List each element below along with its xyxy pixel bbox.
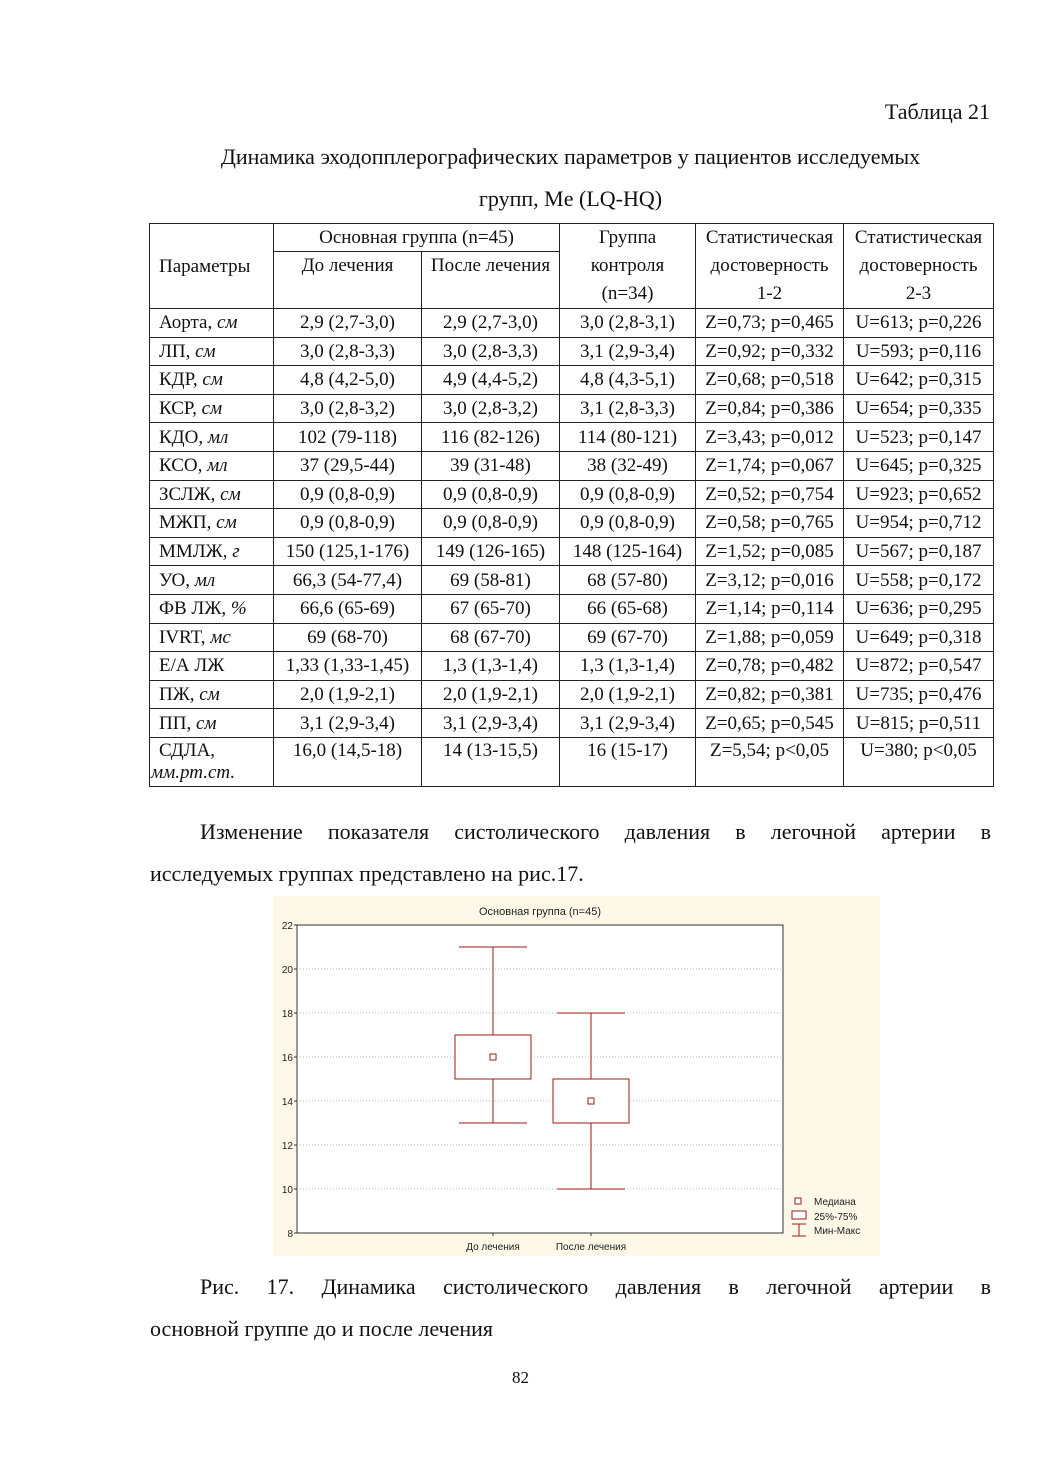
param-name: КДР, (159, 369, 203, 391)
table-row (150, 709, 994, 738)
cell-stat12: Z=0,52; p=0,754 (696, 480, 844, 509)
cell-stat12: Z=0,68; p=0,518 (696, 366, 844, 395)
cell-stat23: U=735; p=0,476 (844, 680, 994, 709)
param-cell (150, 366, 274, 395)
y-tick-label: 18 (281, 1009, 293, 1020)
table-row (150, 537, 994, 566)
cell-control: 0,9 (0,8-0,9) (560, 480, 696, 509)
param-cell (150, 423, 274, 452)
param-unit: см (216, 512, 237, 534)
header-params: Параметры (150, 224, 274, 309)
cell-stat23: U=872; p=0,547 (844, 652, 994, 681)
echo-parameters-table (149, 223, 994, 787)
cell-stat12: Z=5,54; p<0,05 (696, 737, 844, 786)
param-name: ПЖ, (159, 684, 200, 706)
y-tick-label: 22 (281, 921, 293, 932)
cell-stat23: U=954; p=0,712 (844, 509, 994, 538)
cell-stat12: Z=3,12; p=0,016 (696, 566, 844, 595)
cell-after: 3,0 (2,8-3,2) (422, 394, 560, 423)
table-row (150, 594, 994, 623)
param-name: СДЛА, (159, 739, 216, 761)
header-stat23-line3: 2-3 (905, 283, 932, 304)
param-name: ЛП, (159, 340, 196, 362)
boxplot-chart (273, 896, 880, 1256)
param-name: КДО, (159, 426, 208, 448)
y-tick-label: 14 (281, 1097, 293, 1108)
param-unit: мл (207, 426, 229, 448)
cell-stat23: U=593; p=0,116 (844, 337, 994, 366)
cell-stat12: Z=0,73; p=0,465 (696, 309, 844, 338)
cell-stat23: U=654; p=0,335 (844, 394, 994, 423)
cell-stat12: Z=1,52; p=0,085 (696, 537, 844, 566)
cell-before: 0,9 (0,8-0,9) (274, 480, 422, 509)
param-unit: см (199, 684, 220, 706)
param-cell (150, 451, 274, 480)
cell-after: 14 (13-15,5) (422, 737, 560, 786)
cell-before: 37 (29,5-44) (274, 451, 422, 480)
cell-stat23: U=815; p=0,511 (844, 709, 994, 738)
cell-before: 2,9 (2,7-3,0) (274, 309, 422, 338)
cell-stat12: Z=0,92; p=0,332 (696, 337, 844, 366)
cell-before: 4,8 (4,2-5,0) (274, 366, 422, 395)
cell-stat12: Z=3,43; p=0,012 (696, 423, 844, 452)
cell-before: 2,0 (1,9-2,1) (274, 680, 422, 709)
header-stat12-line1: Статистическая (705, 227, 834, 248)
param-name: ФВ ЛЖ, (159, 598, 231, 620)
param-name: ЗСЛЖ, (159, 483, 221, 505)
table-row (150, 680, 994, 709)
cell-control: 3,1 (2,9-3,4) (560, 709, 696, 738)
param-name: ММЛЖ, (159, 541, 233, 563)
median-marker (588, 1098, 594, 1104)
table-row (150, 509, 994, 538)
param-cell (150, 566, 274, 595)
cell-after: 0,9 (0,8-0,9) (422, 480, 560, 509)
cell-stat12: Z=0,65; p=0,545 (696, 709, 844, 738)
param-cell (150, 537, 274, 566)
table-row (150, 423, 994, 452)
header-main-group: Основная группа (n=45) (274, 224, 560, 252)
x-tick-label: После лечения (555, 1242, 627, 1253)
header-stat-2-3 (844, 224, 994, 309)
cell-before: 3,0 (2,8-3,2) (274, 394, 422, 423)
header-stat12-line2: достоверность (710, 255, 829, 276)
table-row (150, 309, 994, 338)
y-tick-label: 8 (287, 1229, 293, 1240)
param-unit: % (230, 598, 247, 620)
chart-title: Основная группа (n=45) (479, 906, 601, 918)
cell-control: 2,0 (1,9-2,1) (560, 680, 696, 709)
y-tick-label: 10 (281, 1185, 293, 1196)
cell-stat23: U=649; p=0,318 (844, 623, 994, 652)
cell-control: 0,9 (0,8-0,9) (560, 509, 696, 538)
cell-after: 68 (67-70) (422, 623, 560, 652)
table-row (150, 652, 994, 681)
legend-label: Мин-Макс (814, 1226, 861, 1237)
table-row (150, 737, 994, 786)
param-cell (150, 623, 274, 652)
body-paragraph-line1: Изменение показателя систолического давления в легочной артерии в (200, 819, 991, 844)
page-number: 82 (512, 1368, 529, 1387)
cell-before: 16,0 (14,5-18) (274, 737, 422, 786)
table-label: Таблица 21 (884, 99, 990, 124)
param-cell (150, 394, 274, 423)
table-row (150, 366, 994, 395)
table-row (150, 566, 994, 595)
cell-stat23: U=923; p=0,652 (844, 480, 994, 509)
header-stat23-line1: Статистическая (854, 227, 983, 248)
cell-control: 3,0 (2,8-3,1) (560, 309, 696, 338)
cell-before: 69 (68-70) (274, 623, 422, 652)
cell-stat12: Z=0,82; p=0,381 (696, 680, 844, 709)
cell-stat12: Z=1,14; p=0,114 (696, 594, 844, 623)
cell-stat12: Z=1,88; p=0,059 (696, 623, 844, 652)
param-unit-line (151, 762, 271, 784)
param-cell (150, 680, 274, 709)
param-cell (150, 594, 274, 623)
cell-control: 1,3 (1,3-1,4) (560, 652, 696, 681)
param-cell (150, 509, 274, 538)
cell-after: 116 (82-126) (422, 423, 560, 452)
param-name: Аорта, (159, 312, 217, 334)
table-row (150, 451, 994, 480)
cell-control: 4,8 (4,3-5,1) (560, 366, 696, 395)
legend-box-icon (792, 1211, 806, 1219)
header-control-line2: контроля (590, 255, 665, 276)
param-unit: см (216, 312, 238, 334)
cell-stat23: U=613; p=0,226 (844, 309, 994, 338)
cell-control: 69 (67-70) (560, 623, 696, 652)
cell-stat12: Z=0,84; p=0,386 (696, 394, 844, 423)
median-marker (490, 1054, 496, 1060)
cell-after: 149 (126-165) (422, 537, 560, 566)
cell-after: 69 (58-81) (422, 566, 560, 595)
cell-before: 66,6 (65-69) (274, 594, 422, 623)
cell-control: 16 (15-17) (560, 737, 696, 786)
param-cell (150, 737, 274, 786)
cell-before: 150 (125,1-176) (274, 537, 422, 566)
cell-after: 39 (31-48) (422, 451, 560, 480)
cell-control: 114 (80-121) (560, 423, 696, 452)
param-cell (150, 309, 274, 338)
table-row (150, 394, 994, 423)
cell-before: 1,33 (1,33-1,45) (274, 652, 422, 681)
param-name: УО, (159, 569, 195, 591)
param-cell (150, 337, 274, 366)
legend-median-icon (795, 1198, 801, 1204)
cell-stat12: Z=0,78; p=0,482 (696, 652, 844, 681)
y-tick-label: 16 (281, 1053, 293, 1064)
header-stat12-line3: 1-2 (756, 283, 783, 304)
param-unit: мм.рт.ст. (151, 761, 236, 783)
cell-control: 148 (125-164) (560, 537, 696, 566)
cell-stat12: Z=0,58; p=0,765 (696, 509, 844, 538)
cell-after: 4,9 (4,4-5,2) (422, 366, 560, 395)
figure-caption-line2: основной группе до и после лечения (150, 1316, 494, 1341)
cell-stat23: U=380; p<0,05 (844, 737, 994, 786)
plot-area (297, 925, 783, 1233)
param-cell (150, 709, 274, 738)
cell-after: 3,0 (2,8-3,3) (422, 337, 560, 366)
header-control (560, 224, 696, 309)
param-name: МЖП, (159, 512, 217, 534)
cell-control: 66 (65-68) (560, 594, 696, 623)
header-control-line3: (n=34) (601, 283, 654, 304)
cell-before: 3,0 (2,8-3,3) (274, 337, 422, 366)
header-stat-1-2 (696, 224, 844, 309)
table-caption-line1: Динамика эходопплерографических параметров у пациентов исследуемых (220, 144, 921, 169)
param-cell (150, 652, 274, 681)
cell-control: 3,1 (2,8-3,3) (560, 394, 696, 423)
param-unit: см (202, 369, 223, 391)
table-row (150, 623, 994, 652)
cell-after: 0,9 (0,8-0,9) (422, 509, 560, 538)
cell-stat23: U=642; p=0,315 (844, 366, 994, 395)
y-tick-label: 20 (281, 965, 293, 976)
cell-stat23: U=636; p=0,295 (844, 594, 994, 623)
header-control-line1: Группа (598, 227, 657, 248)
cell-after: 2,0 (1,9-2,1) (422, 680, 560, 709)
param-unit: см (195, 340, 216, 362)
param-unit: мл (207, 455, 228, 477)
cell-control: 68 (57-80) (560, 566, 696, 595)
cell-before: 102 (79-118) (274, 423, 422, 452)
cell-after: 3,1 (2,9-3,4) (422, 709, 560, 738)
table-row (150, 480, 994, 509)
cell-before: 66,3 (54-77,4) (274, 566, 422, 595)
cell-stat12: Z=1,74; p=0,067 (696, 451, 844, 480)
cell-stat23: U=567; p=0,187 (844, 537, 994, 566)
param-unit: см (201, 398, 223, 420)
header-stat23-line2: достоверность (859, 255, 978, 276)
param-unit: мл (194, 569, 216, 591)
cell-before: 3,1 (2,9-3,4) (274, 709, 422, 738)
cell-stat23: U=645; p=0,325 (844, 451, 994, 480)
x-tick-label: До лечения (466, 1242, 520, 1253)
param-name: IVRT, (159, 626, 211, 648)
cell-after: 67 (65-70) (422, 594, 560, 623)
cell-before: 0,9 (0,8-0,9) (274, 509, 422, 538)
cell-after: 1,3 (1,3-1,4) (422, 652, 560, 681)
param-name: КСО, (159, 455, 208, 477)
cell-stat23: U=523; p=0,147 (844, 423, 994, 452)
cell-stat23: U=558; p=0,172 (844, 566, 994, 595)
param-unit: см (220, 483, 241, 505)
param-name: Е/А ЛЖ (159, 655, 225, 677)
param-cell (150, 480, 274, 509)
param-unit: г (232, 541, 240, 563)
param-name: ПП, (159, 712, 196, 734)
param-unit: см (195, 712, 217, 734)
figure-caption-line1: Рис. 17. Динамика систолического давления в легочной артерии в (200, 1274, 991, 1299)
header-after: После лечения (422, 252, 560, 309)
table-caption-line2: групп, Me (LQ-HQ) (478, 186, 663, 211)
cell-control: 3,1 (2,9-3,4) (560, 337, 696, 366)
legend-label: 25%-75% (814, 1212, 858, 1223)
param-unit: мс (210, 626, 231, 648)
boxplot-figure (273, 896, 880, 1256)
body-paragraph-line2: исследуемых группах представлено на рис.17. (150, 861, 584, 886)
cell-after: 2,9 (2,7-3,0) (422, 309, 560, 338)
cell-control: 38 (32-49) (560, 451, 696, 480)
table-row (150, 337, 994, 366)
legend-label: Медиана (814, 1197, 856, 1208)
header-before: До лечения (274, 252, 422, 309)
y-tick-label: 12 (281, 1141, 293, 1152)
param-name: КСР, (159, 398, 202, 420)
